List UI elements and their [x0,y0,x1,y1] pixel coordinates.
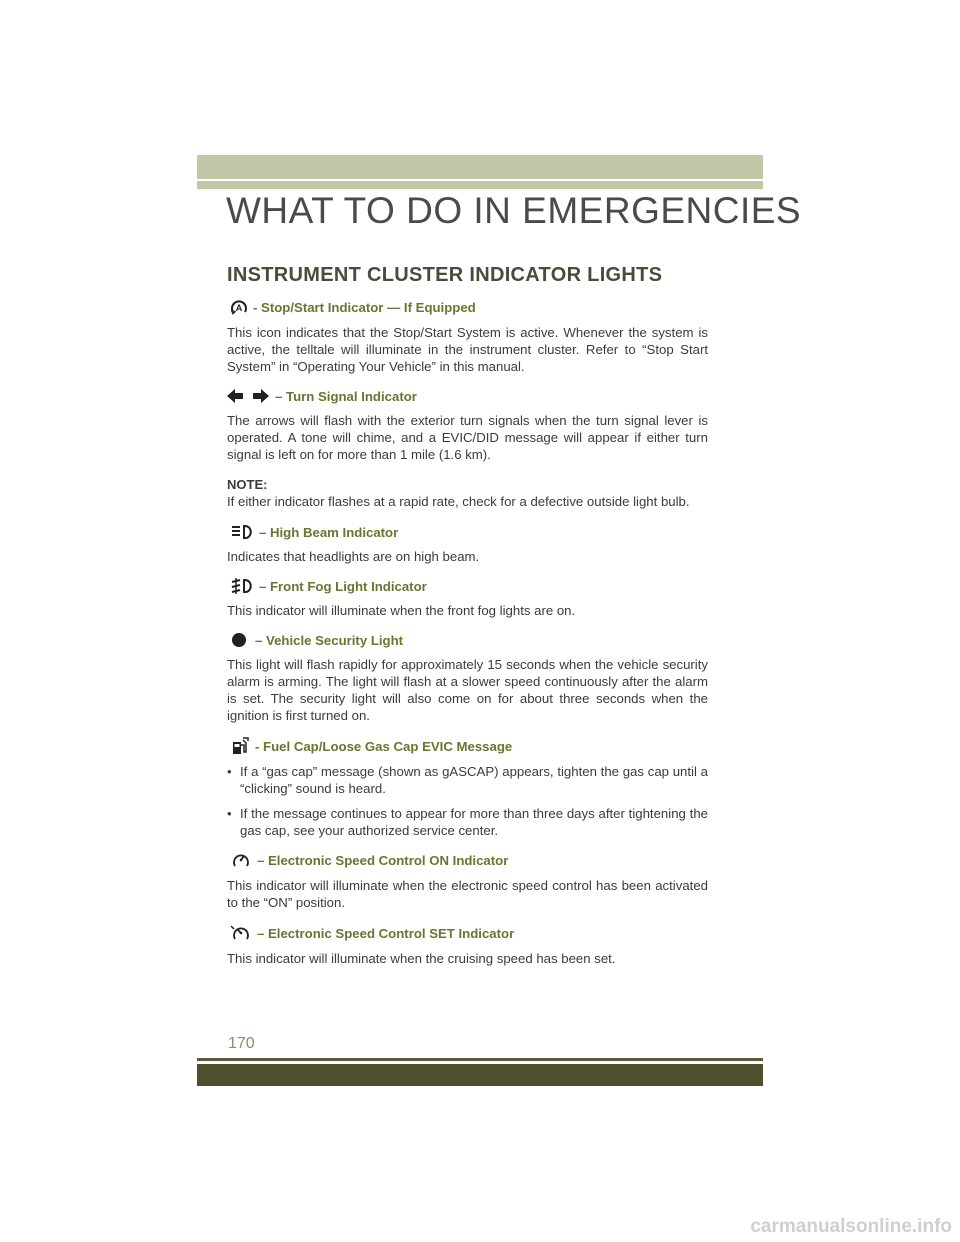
indicator-label: – Front Fog Light Indicator [259,578,427,594]
vehicle-security-icon [231,632,251,648]
indicator-label: - Fuel Cap/Loose Gas Cap EVIC Message [255,738,513,754]
page-number: 170 [228,1035,255,1052]
page-content [227,298,708,980]
list-item: • If the message continues to appear for more than three days after tightening the gas cap, see your authorized service center. [227,805,708,839]
indicator-heading-high-beam [231,524,708,540]
front-fog-light-icon [231,578,255,594]
watermark: carmanualsonline.info [750,1216,952,1237]
high-beam-icon [231,524,255,540]
indicator-description: This indicator will illuminate when the electronic speed control has been activated to the “ON” position. [227,878,708,910]
note-block [227,476,708,510]
note-text: If either indicator flashes at a rapid rate, check for a defective outside light bulb. [227,494,690,509]
indicator-description: This indicator will illuminate when the cruising speed has been set. [227,951,616,966]
fuel-cap-bullet-list [227,763,708,839]
indicator-label: – Vehicle Security Light [255,632,404,648]
indicator-description: Indicates that headlights are on high beam. [227,549,480,564]
note-label: NOTE: [227,477,268,492]
section-title: INSTRUMENT CLUSTER INDICATOR LIGHTS [227,264,663,286]
turn-signal-arrows-icon [227,388,271,404]
indicator-heading-stop-start [229,298,708,316]
indicator-label: – Electronic Speed Control ON Indicator [257,852,509,868]
indicator-description: This indicator will illuminate when the front fog lights are on. [227,603,576,618]
indicator-heading-speed-control-set [229,924,708,942]
list-item: • If a “gas cap” message (shown as gASCAP) appears, tighten the gas cap until a “clicking” sound is heard. [227,763,708,797]
indicator-label: - Stop/Start Indicator — If Equipped [253,299,476,315]
speed-control-set-icon [229,924,253,942]
svg-text:A: A [235,303,243,313]
fuel-cap-icon [231,737,251,755]
footer-band-line [197,1058,763,1061]
indicator-description: This light will flash rapidly for approximately 15 seconds when the vehicle security alarm is arming. The light will flash at a slower speed continuously after the alarm is set. The security light will also come on for about three seconds when the ignition is first turned on. [227,657,708,723]
indicator-description: This icon indicates that the Stop/Start System is active. Whenever the system is active, the telltale will illuminate in the instrument cluster. Refer to “Stop Start System” in “Operating Your Vehicle” in this manual. [227,325,708,374]
indicator-label: – Electronic Speed Control SET Indicator [257,925,515,941]
indicator-heading-turn-signal [227,388,708,404]
chapter-title: WHAT TO DO IN EMERGENCIES [226,190,802,231]
indicator-label: – Turn Signal Indicator [275,388,417,404]
stop-start-icon [229,298,249,316]
header-band [197,155,763,179]
header-band-line [197,181,763,189]
indicator-label: – High Beam Indicator [259,524,399,540]
footer-band [197,1064,763,1086]
indicator-heading-vehicle-security [231,632,708,648]
indicator-heading-front-fog [231,578,708,594]
speed-control-on-icon [229,851,253,869]
indicator-heading-speed-control-on [229,851,708,869]
indicator-heading-fuel-cap [231,737,708,755]
indicator-description: The arrows will flash with the exterior turn signals when the turn signal lever is operated. A tone will chime, and a EVIC/DID message will appear if either turn signal is left on for more than 1 mile (1.6 km). [227,413,708,462]
